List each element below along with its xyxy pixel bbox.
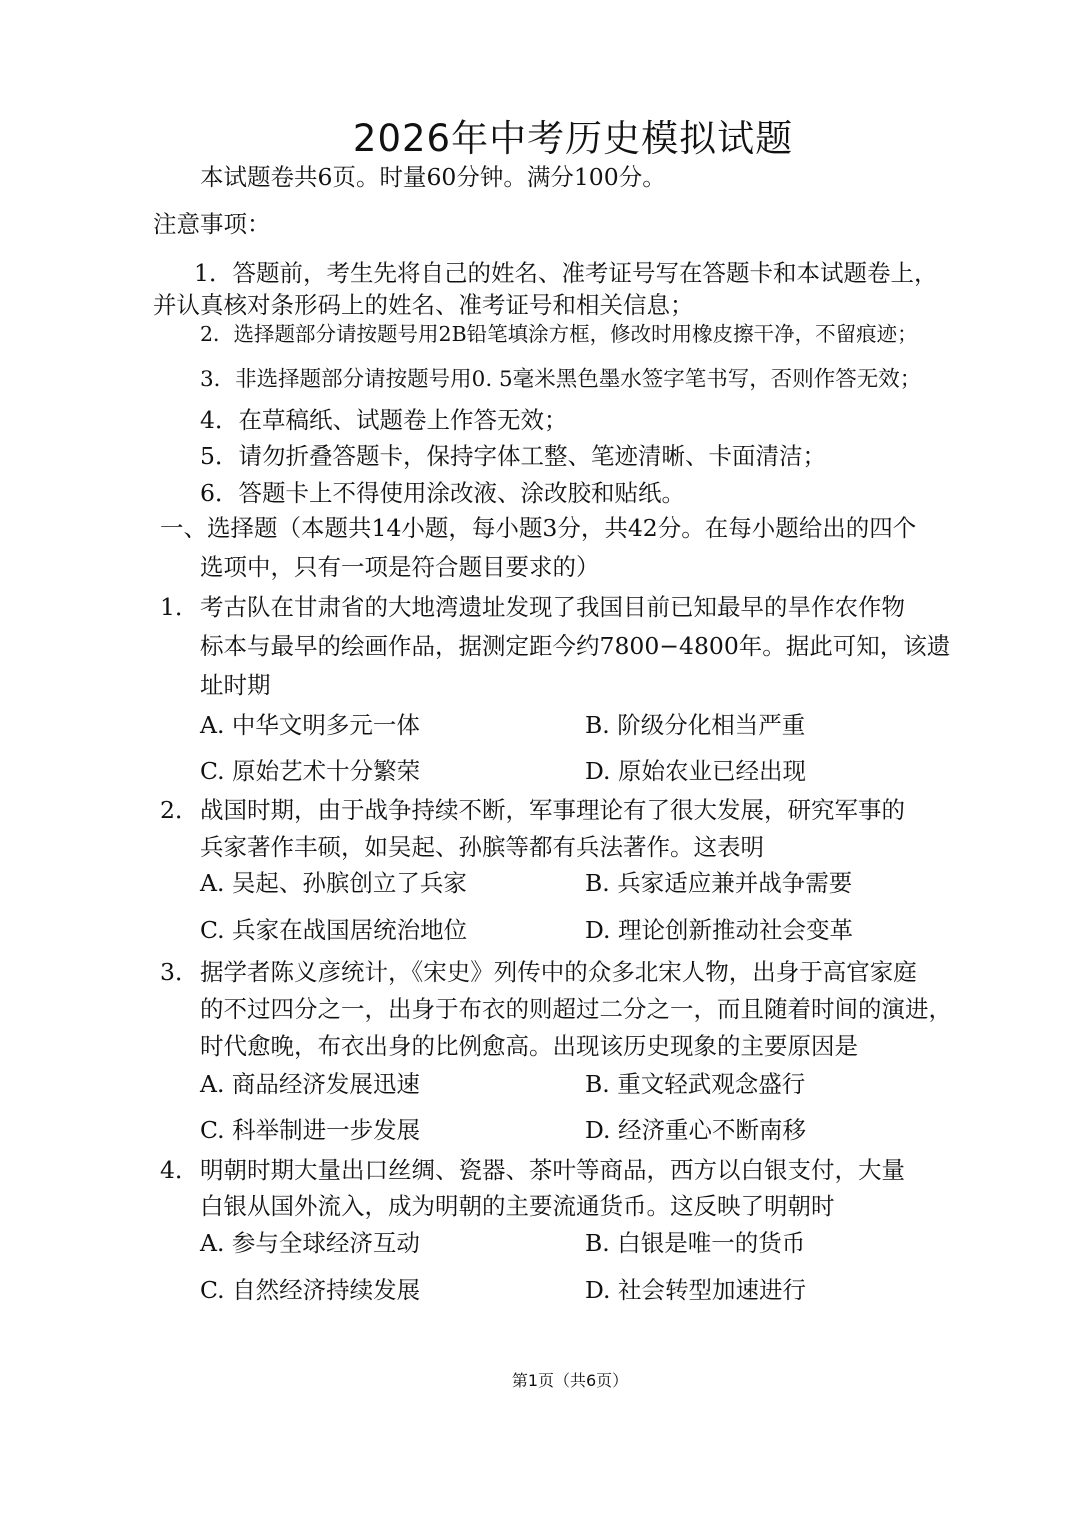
notice-item-1-line-2: 并认真核对条形码上的姓名、准考证号和相关信息；: [153, 291, 694, 319]
question-text-line: 据学者陈义彦统计，《宋史》列传中的众多北宋人物，出身于高官家庭: [200, 958, 917, 986]
question-text-line: 明朝时期大量出口丝绸、瓷器、茶叶等商品，西方以白银支付，大量: [200, 1156, 905, 1184]
question-text-line: 考古队在甘肃省的大地湾遗址发现了我国目前已知最早的旱作农作物: [200, 593, 905, 621]
page-footer: 第1页（共6页）: [511, 1371, 629, 1390]
section-heading-line-1: 一、选择题（本题共14小题，每小题3分，共42分。在每小题给出的四个: [160, 514, 917, 542]
question-number: 3．: [160, 958, 199, 986]
option-c: C. 兵家在战国居统治地位: [200, 916, 468, 944]
option-a: A. 吴起、孙膑创立了兵家: [200, 869, 467, 897]
question-text-line: 战国时期，由于战争持续不断，军事理论有了很大发展，研究军事的: [200, 796, 905, 824]
question-number: 4．: [160, 1156, 199, 1184]
option-d: D. 原始农业已经出现: [585, 757, 806, 785]
option-b: B. 阶级分化相当严重: [585, 711, 806, 739]
question-text-line: 兵家著作丰硕，如吴起、孙膑等都有兵法著作。这表明: [200, 833, 764, 861]
question-number: 2．: [160, 796, 199, 824]
notice-item-4: 4．在草稿纸、试题卷上作答无效；: [200, 406, 568, 434]
option-b: B. 重文轻武观念盛行: [585, 1070, 806, 1098]
option-d: D. 经济重心不断南移: [585, 1116, 806, 1144]
question-text-line: 的不过四分之一，出身于布衣的则超过二分之一，而且随着时间的演进，: [200, 995, 952, 1023]
question-text-line: 白银从国外流入，成为明朝的主要流通货币。这反映了明朝时: [200, 1192, 835, 1220]
notice-heading: 注意事项：: [153, 210, 271, 238]
option-a: A. 商品经济发展迅速: [200, 1070, 420, 1098]
exam-subtitle: 本试题卷共6页。时量60分钟。满分100分。: [200, 163, 666, 191]
option-b: B. 兵家适应兼并战争需要: [585, 869, 853, 897]
question-number: 1．: [160, 593, 199, 621]
option-c: C. 原始艺术十分繁荣: [200, 757, 421, 785]
option-a: A. 参与全球经济互动: [200, 1229, 420, 1257]
option-c: C. 科举制进一步发展: [200, 1116, 421, 1144]
question-text-line: 址时期: [200, 671, 271, 699]
notice-item-1-line-1: 1．答题前，考生先将自己的姓名、准考证号写在答题卡和本试题卷上，: [194, 259, 938, 287]
option-d: D. 社会转型加速进行: [585, 1276, 806, 1304]
option-a: A. 中华文明多元一体: [200, 711, 420, 739]
exam-title: 2026年中考历史模拟试题: [352, 117, 794, 160]
option-c: C. 自然经济持续发展: [200, 1276, 421, 1304]
notice-item-5: 5．请勿折叠答题卡，保持字体工整、笔迹清晰、卡面清洁；: [200, 442, 826, 470]
notice-item-2: 2．选择题部分请按题号用2B铅笔填涂方框，修改时用橡皮擦干净，不留痕迹；: [200, 322, 918, 346]
notice-item-3: 3．非选择题部分请按题号用0. 5毫米黑色墨水签字笔书写，否则作答无效；: [200, 367, 922, 392]
question-text-line: 标本与最早的绘画作品，据测定距今约7800−4800年。据此可知，该遗: [200, 632, 951, 660]
section-heading-line-2: 选项中，只有一项是符合题目要求的）: [200, 553, 600, 581]
question-text-line: 时代愈晚，布衣出身的比例愈高。出现该历史现象的主要原因是: [200, 1032, 858, 1060]
notice-item-6: 6．答题卡上不得使用涂改液、涂改胶和贴纸。: [200, 479, 685, 507]
option-b: B. 白银是唯一的货币: [585, 1229, 806, 1257]
option-d: D. 理论创新推动社会变革: [585, 916, 853, 944]
